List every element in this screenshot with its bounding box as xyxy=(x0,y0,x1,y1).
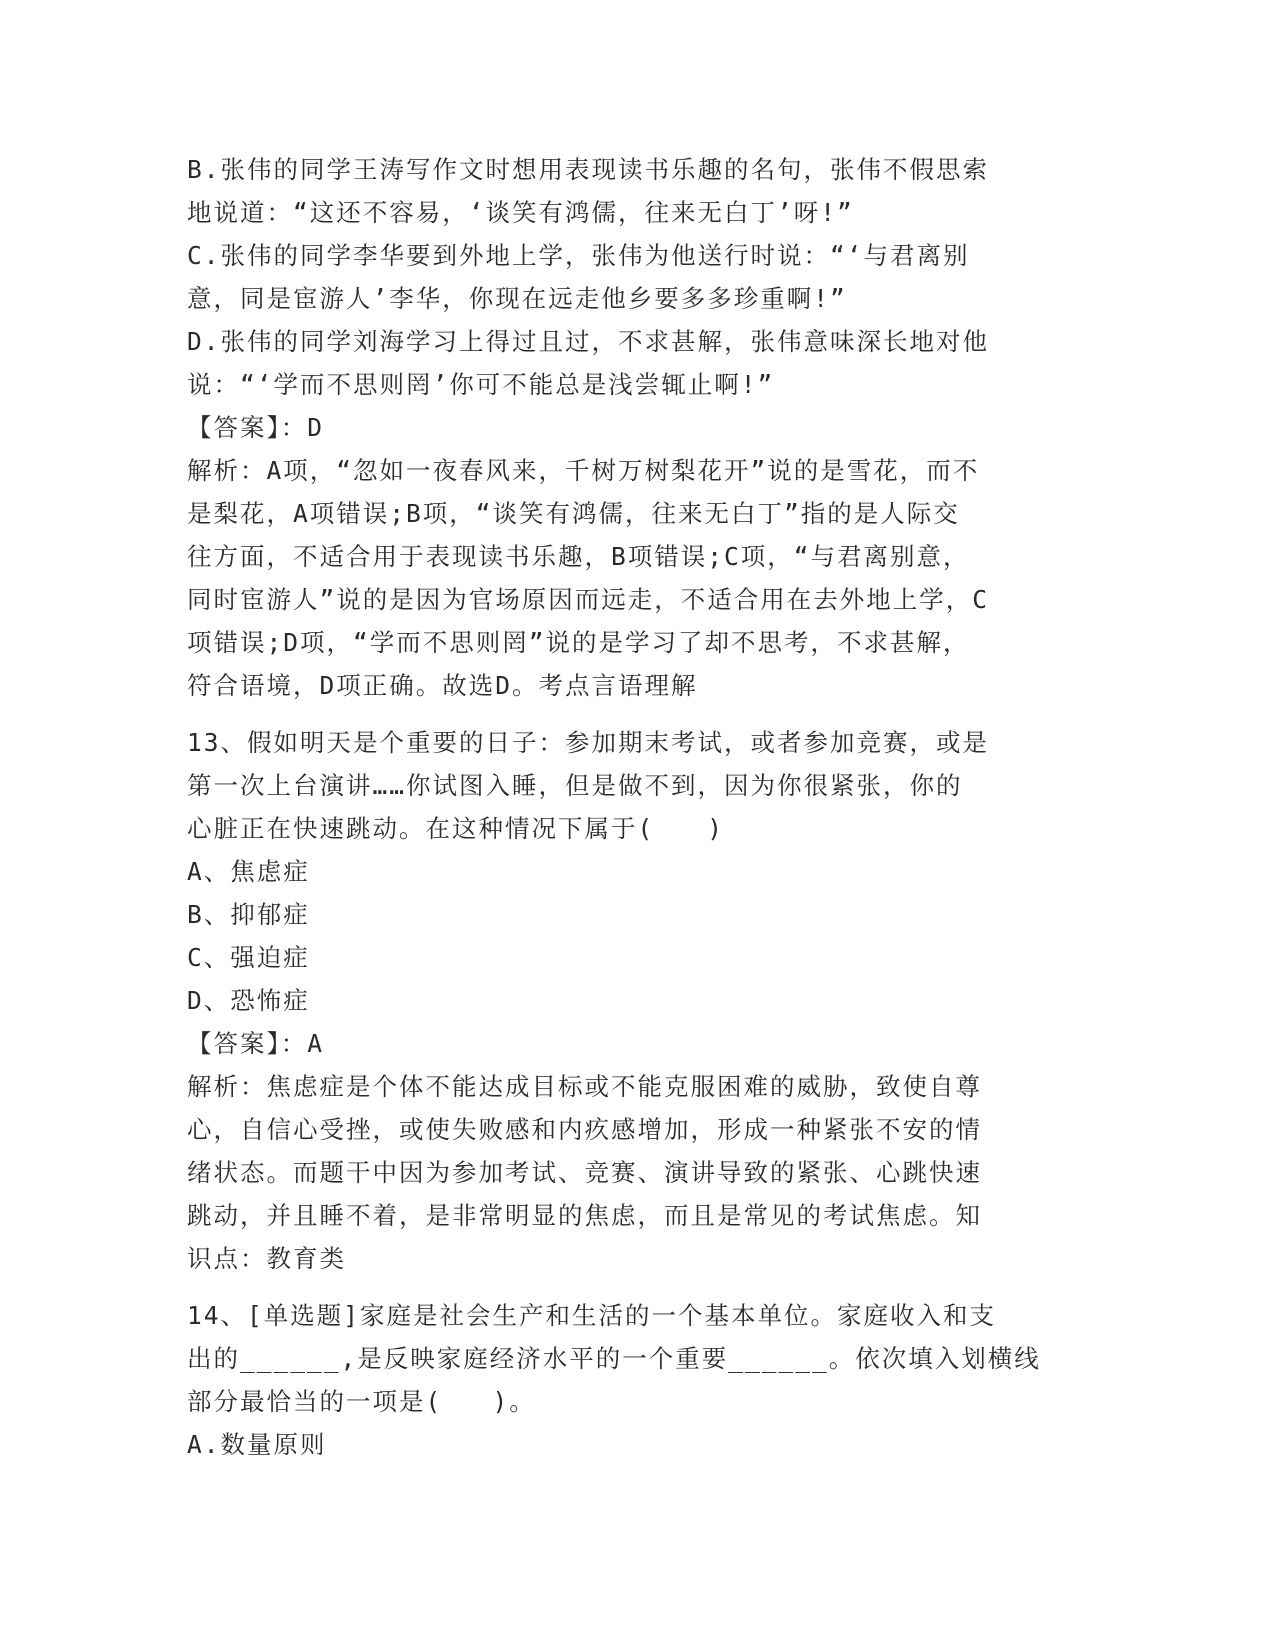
question-line-2: 第一次上台演讲……你试图入睡，但是做不到，因为你很紧张，你的 xyxy=(187,771,963,800)
question-line-3: 心脏正在快速跳动。在这种情况下属于( ) xyxy=(187,814,724,843)
answer-line: 【答案】：D xyxy=(187,413,324,442)
option-b-line-1: B.张伟的同学王涛写作文时想用表现读书乐趣的名句，张伟不假思索 xyxy=(187,155,989,184)
option-d-line-1: D.张伟的同学刘海学习上得过且过，不求甚解，张伟意味深长地对他 xyxy=(187,327,989,356)
analysis-line-5: 项错误;D项，“学而不思则罔”说的是学习了却不思考，不求甚解， xyxy=(187,628,970,657)
document-text xyxy=(187,148,1087,1466)
option-b-line-2: 地说道：“这还不容易，‘谈笑有鸿儒，往来无白丁’呀!” xyxy=(187,198,854,227)
option-c-line-1: C.张伟的同学李华要到外地上学，张伟为他送行时说：“‘与君离别 xyxy=(187,241,970,270)
analysis-line-5: 识点：教育类 xyxy=(187,1244,346,1273)
analysis-line-6: 符合语境，D项正确。故选D。考点言语理解 xyxy=(187,671,698,700)
question-line-3: 部分最恰当的一项是( )。 xyxy=(187,1387,536,1416)
analysis-line-1: 解析：A项，“忽如一夜春风来，千树万树梨花开”说的是雪花，而不 xyxy=(187,456,980,485)
option-c: C、强迫症 xyxy=(187,943,310,972)
analysis-line-3: 绪状态。而题干中因为参加考试、竞赛、演讲导致的紧张、心跳快速 xyxy=(187,1158,982,1187)
question-line-1: 14、[单选题]家庭是社会生产和生活的一个基本单位。家庭收入和支 xyxy=(187,1301,996,1330)
analysis-line-2: 心，自信心受挫，或使失败感和内疚感增加，形成一种紧张不安的情 xyxy=(187,1115,982,1144)
question-14-section xyxy=(187,1294,1087,1466)
analysis-line-4: 同时宦游人”说的是因为官场原因而远走，不适合用在去外地上学，C xyxy=(187,585,989,614)
answer-line: 【答案】：A xyxy=(187,1029,324,1058)
analysis-line-2: 是梨花，A项错误;B项，“谈笑有鸿儒，往来无白丁”指的是人际交 xyxy=(187,499,960,528)
option-a: A、焦虑症 xyxy=(187,857,310,886)
question-line-1: 13、假如明天是个重要的日子：参加期末考试，或者参加竞赛，或是 xyxy=(187,728,989,757)
option-c-line-2: 意，同是宦游人’李华，你现在远走他乡要多多珍重啊!” xyxy=(187,284,847,313)
question-line-2: 出的______,是反映家庭经济水平的一个重要______。依次填入划横线 xyxy=(187,1344,1041,1373)
section-spacer xyxy=(187,707,1087,721)
analysis-line-3: 往方面，不适合用于表现读书乐趣，B项错误;C项，“与君离别意， xyxy=(187,542,970,571)
option-d: D、恐怖症 xyxy=(187,986,310,1015)
option-a: A.数量原则 xyxy=(187,1430,327,1459)
section-spacer xyxy=(187,1280,1087,1294)
question-13-section xyxy=(187,721,1087,1280)
option-d-line-2: 说：“‘学而不思则罔’你可不能总是浅尝辄止啊!” xyxy=(187,370,775,399)
analysis-line-4: 跳动，并且睡不着，是非常明显的焦虑，而且是常见的考试焦虑。知 xyxy=(187,1201,982,1230)
question-12-section xyxy=(187,148,1087,707)
analysis-line-1: 解析：焦虑症是个体不能达成目标或不能克服困难的威胁，致使自尊 xyxy=(187,1072,982,1101)
option-b: B、抑郁症 xyxy=(187,900,310,929)
